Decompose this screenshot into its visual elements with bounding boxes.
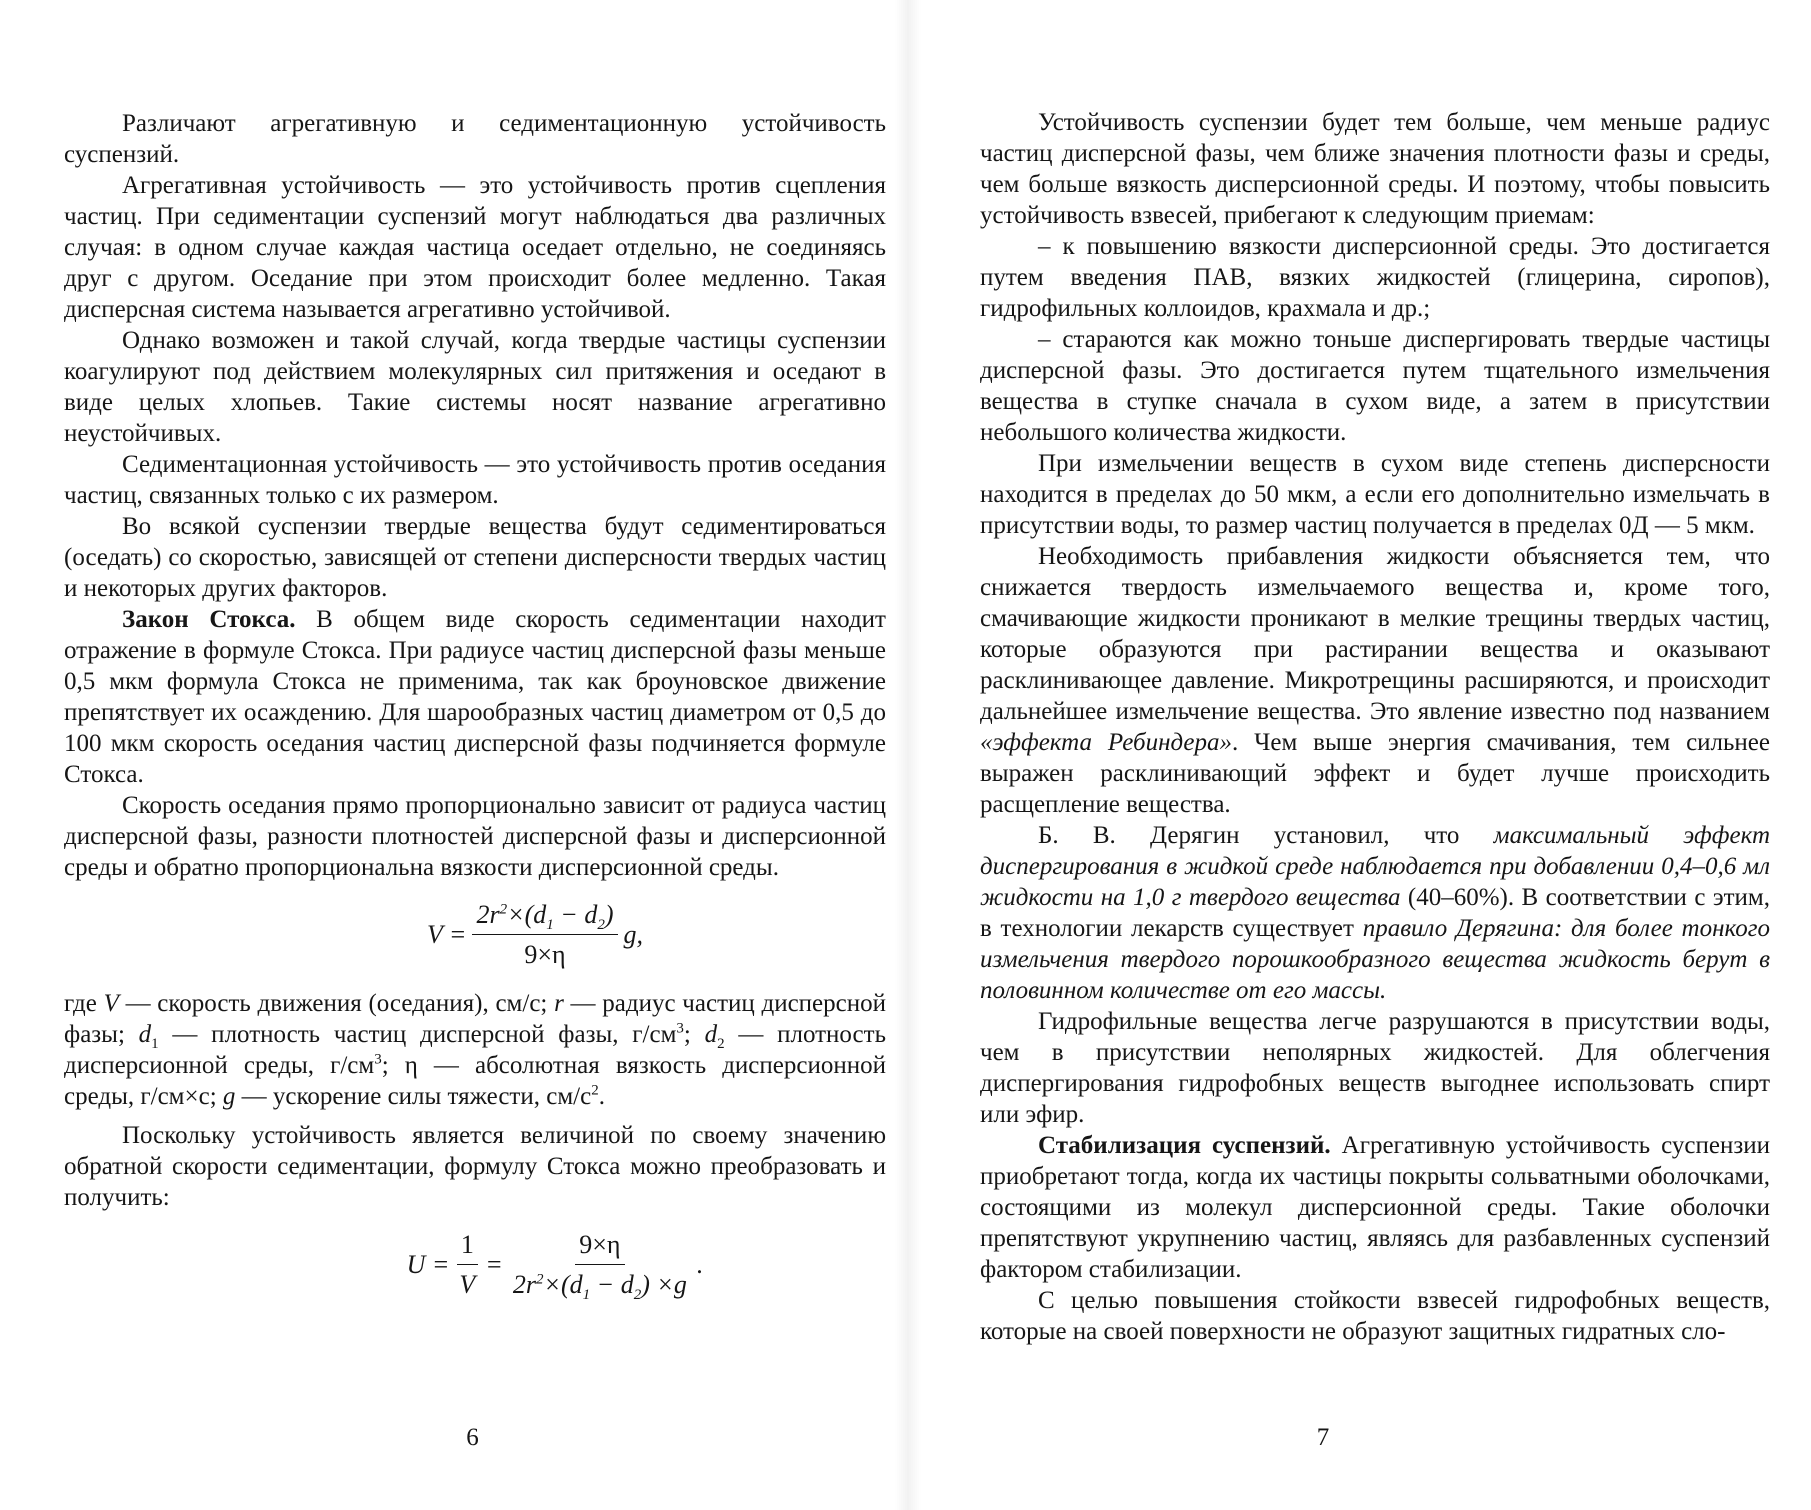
paragraph: Однако возможен и такой случай, когда твердые частицы суспензии коагулируют под действием молекулярных сил притяжения и оседают в виде целых хлопьев. Такие системы носят название агрегативно неустойчивых. [64,327,886,447]
paragraph-stabilization: Стабилизация суспензий. Агрегативную устойчивость суспензии приобретают тогда, когда их частицы покрыты сольватными оболочками, состоящими из молекул дисперсионной среды. Такие оболочки препятствуют укрупнению частиц, являясь для разбавленных суспензий фактором стабилизации. [980,1132,1770,1283]
paragraph: Гидрофильные вещества легче разрушаются в присутствии воды, чем в присутствии неполярных жидкостей. Для облегчения диспергирования гидрофобных веществ выгоднее использовать спирт или эфир. [980,1008,1770,1128]
paragraph: Поскольку устойчивость является величиной по своему значению обратной скорости седиментации, формулу Стокса можно преобразовать и получить: [64,1122,886,1211]
paragraph: С целью повышения стойкости взвесей гидрофобных веществ, которые на своей поверхности не образуют защитных гидратных сло- [980,1287,1770,1345]
paragraph: – стараются как можно тоньше диспергировать твердые частицы дисперсной фазы. Это достигается путем тщательного измельчения вещества в ступке сначала в сухом виде, а затем в присутствии небольшого количества жидкости. [980,326,1770,446]
section-heading-stokes-law: Закон Стокса. [122,606,296,633]
paragraph: Седиментационная устойчивость — это устойчивость против оседания частиц, связанных только с их размером. [64,451,886,509]
right-page [905,0,1811,1510]
page-number: 6 [466,1424,479,1451]
paragraph: Скорость оседания прямо пропорционально зависит от радиуса частиц дисперсной фазы, разности плотностей дисперсной фазы и дисперсионной среды и обратно пропорциональна вязкости дисперсионной среды. [64,792,886,881]
formula-lhs: V = [426,920,467,949]
section-heading-stabilization: Стабилизация суспензий. [1038,1132,1331,1159]
formula-numerator: $2r^2\times(d_1 - d_2)$ [472,899,617,935]
paragraph: Агрегативная устойчивость — это устойчивость против сцепления частиц. При седиментации суспензий могут наблюдаться два различных случая: в одном случае каждая частица оседает отдельно, не соединяясь друг с другом. Оседание при этом происходит более медленно. Такая дисперсная система называется агрегативно устойчивой. [64,172,886,323]
stability-formula: U = $\frac{1}{V}$ = $\frac{9\times\eta}{2r^2\times(d_1 - d_2) \times g}$ . [406,1230,704,1304]
paragraph: – к повышению вязкости дисперсионной среды. Это достигается путем введения ПАВ, вязких жидкостей (глицерина, сиропов), гидрофильных коллоидов, крахмала и др.; [980,233,1770,322]
paragraph: Устойчивость суспензии будет тем больше, чем меньше радиус частиц дисперсной фазы, чем ближе значения плотности фазы и среды, чем больше вязкость дисперсионной среды. И поэтому, чтобы повысить устойчивость взвесей, прибегают к следующим приемам: [980,109,1770,229]
paragraph-deryagin: Б. В. Дерягин установил, что максимальный эффект диспергирования в жидкой среде наблюдается при добавлении 0,4–0,6 мл жидкости на 1,0 г твердого вещества (40–60%). В соответствии с этим, в технологии лекарств существует правило Дерягина: для более тонкого измельчения твердого порошкообразного вещества жидкость берут в половинном количестве от его массы. [980,822,1770,1004]
left-page [0,0,905,1510]
formula-fraction [472,899,617,970]
paragraph-stokes-law [64,604,886,790]
paragraph-formula-legend: где V — скорость движения (оседания), см/с; r — радиус частиц дисперсной фазы; $d_1$ — плотность частиц дисперсной фазы, $г/см^3$; $d_2$ — плотность дисперсионной среды, $г/см^3$; η — абсолютная вязкость дисперсионной среды, г/см×с; g — ускорение силы тяжести, $см/с^2$. [64,990,887,1110]
formula-fraction-2: $\frac{9\times\eta}{2r^2\times(d_1 - d_2) \times g}$ [512,1230,687,1304]
stokes-formula [64,899,886,970]
paragraph: При измельчении веществ в сухом виде степень дисперсности находится в пределах до 50 мкм, а если его дополнительно измельчать в присутствии воды, то размер частиц получается в пределах 0Д — 5 мкм. [980,450,1770,539]
page-number: 7 [1316,1424,1330,1451]
formula-tail: g, [623,920,643,949]
paragraph: Различают агрегативную и седиментационную устойчивость суспензий. [64,110,886,168]
formula-fraction-1: $\frac{1}{V}$ [455,1229,479,1300]
formula-denominator: 9×η [524,940,566,969]
paragraph: Во всякой суспензии твердые вещества будут седиментироваться (оседать) со скоростью, зависящей от степени дисперсности твердых частиц и некоторых других факторов. [64,513,886,602]
left-page-text [64,108,886,1318]
formula-lhs: U = [406,1250,450,1279]
right-page-text [980,107,1770,1347]
paragraph-text: В общем виде скорость седиментации находит отражение в формуле Стокса. При радиусе частиц дисперсной фазы меньше 0,5 мкм формула Стокса не применима, так как броуновское движение препятствует их осаждению. Для шарообразных частиц диаметром от 0,5 до 100 мкм скорость оседания частиц дисперсной фазы подчиняется формуле Стокса. [64,606,886,788]
paragraph-rebinder: Необходимость прибавления жидкости объясняется тем, что снижается твердость измельчаемого вещества и, кроме того, смачивающие жидкости проникают в мелкие трещины твердых частиц, которые образуются при растирании вещества и оказывают расклинивающее давление. Микротрещины расширяются, и происходит дальнейшее измельчение вещества. Это явление известно под названием «эффекта Ребиндера». Чем выше энергия смачивания, тем сильнее выражен расклинивающий эффект и будет лучше происходить расщепление вещества. [980,543,1770,818]
